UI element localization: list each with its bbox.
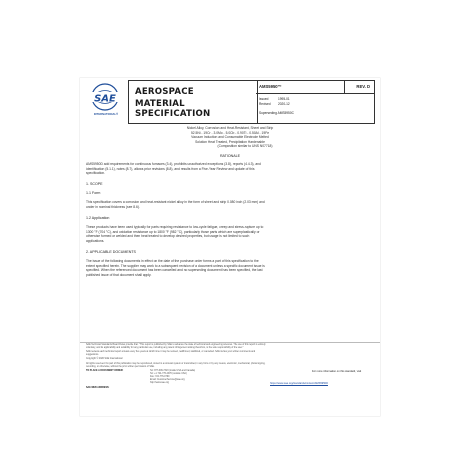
application-text: 1300 °F (704 °C), and oxidation resistance up to 1800 °F (982 °C), particularly those parts which are superplastically or bbox=[86, 229, 260, 234]
section-form: 1.1 Form bbox=[86, 191, 101, 195]
section-scope: 1. SCOPE bbox=[86, 182, 103, 186]
issued-value: 1995-01 bbox=[278, 97, 290, 101]
doc-title-line1: AEROSPACE bbox=[135, 87, 194, 97]
footer-text: suggestions. bbox=[86, 354, 99, 356]
footer-text: All rights reserved. No part of this publication may be reproduced, stored in a retrieval system or transmitted, in any form or by any means, electronic, mechanical, photocopying, bbox=[86, 363, 266, 365]
subject-line: Solution Heat Treated, Precipitation Hardenable bbox=[195, 139, 265, 144]
application-text: otherwise formed or welded and then heat treated to develop desired properties, but usage is not limited to such bbox=[86, 234, 250, 238]
footer-text: recording, or otherwise, without the prior written permission of SAE. bbox=[86, 366, 155, 368]
revised-value: 2020-12 bbox=[278, 102, 290, 106]
contact-line: Tel: +1 724-776-4970 (outside USA) bbox=[150, 373, 187, 375]
rationale-text: identification (5.1.1), notes (8.7), allows prior revisions (8.8), and results from a Five-Year Review and update of this bbox=[86, 166, 255, 171]
form-text: This specification covers a corrosion and heat-resistant nickel alloy in the form of sheet and strip 0.080 inch (2.03 mm) and bbox=[86, 200, 265, 204]
footer-text: SAE reviews each technical report at least every five years at which time it may be revised, reaffirmed, stabilized, or cancelled. SAE invites your written comments and bbox=[86, 351, 256, 353]
document-page bbox=[80, 78, 380, 416]
logo-mark: SAE bbox=[94, 93, 116, 105]
subject-line: Nickel Alloy, Corrosion and Heat-Resistant, Sheet and Strip bbox=[186, 126, 274, 130]
applicable-text: published issue of that document shall apply. bbox=[86, 272, 152, 277]
contact-line: Tel: 877-606-7323 (inside USA and Canada) bbox=[150, 370, 196, 372]
title-box bbox=[128, 80, 258, 124]
superseding: Superseding AMS5950C bbox=[259, 111, 294, 115]
sae-logo-icon bbox=[86, 82, 124, 116]
footer-text: voluntary, and its applicability and suitability for any particular use, including any patent infringement arising therefrom, is the sole responsibility of the user." bbox=[86, 347, 244, 349]
doc-number: AMS5950™ bbox=[259, 84, 282, 89]
contact-line: Fax: 724-776-0790 bbox=[150, 376, 170, 378]
footer-rule bbox=[80, 342, 380, 343]
rationale-heading: RATIONALE bbox=[219, 154, 241, 158]
footer-text: SAE Technical Standards Board Rules provide that: "This report is published by SAE to advance the state of technical and engineering sciences. The use of this report is entirely bbox=[86, 344, 266, 346]
logo-subtitle: INTERNATIONAL® bbox=[93, 113, 119, 116]
feedback-text: For more information on this standard, visit bbox=[312, 370, 362, 373]
meta-divider bbox=[344, 81, 345, 93]
application-text: These products have been used typically for parts requiring resistance to low-cycle fatigue, creep and stress-rupture up to bbox=[86, 225, 264, 229]
rationale-text: AMS5950D add requirements for continuous furnaces (3.4), prohibits unauthorized exceptions (3.8), reports (4.4.3), and bbox=[86, 162, 261, 166]
order-label: TO PLACE A DOCUMENT ORDER: bbox=[86, 370, 124, 372]
web-label: SAE WEB ADDRESS: bbox=[86, 387, 110, 389]
issued-label: Issued bbox=[259, 97, 269, 101]
section-applicable-documents: 2. APPLICABLE DOCUMENTS bbox=[86, 250, 136, 254]
section-application: 1.2 Application bbox=[86, 216, 110, 220]
subject-line: 52.5Ni - 19Cr - 3.0Mo - 5.0Cb - 0.90Ti - 0.50Al - 19Fe bbox=[190, 130, 270, 135]
subject-line: (Composition similar to UNS N07718) bbox=[217, 144, 273, 148]
document-header bbox=[80, 78, 380, 126]
standard-link[interactable]: https://www.sae.org/standards/content/AMS5950D bbox=[270, 382, 328, 385]
applicable-text: extent specified herein. The supplier may work to a subsequent revision of a document unless a specific document issue is bbox=[86, 263, 265, 268]
contact-line: http://www.sae.org bbox=[150, 382, 169, 384]
form-text: under in nominal thickness (see 8.6). bbox=[86, 204, 140, 209]
meta-rule bbox=[256, 93, 374, 94]
rationale-text: specification. bbox=[86, 171, 106, 175]
applicable-text: specified. When the referenced document has been cancelled and no superseding document has been specified, the last bbox=[86, 268, 263, 272]
subject-line: Vacuum Induction and Consumable Electrode Melted bbox=[191, 135, 269, 139]
footer-text: Copyright © 2020 SAE International bbox=[86, 358, 123, 360]
document-metadata bbox=[256, 80, 375, 124]
revised-label: Revised bbox=[259, 102, 271, 106]
application-text: applications. bbox=[86, 238, 105, 243]
doc-title-line2: MATERIAL SPECIFICATION bbox=[135, 99, 211, 119]
revision: REV. D bbox=[356, 84, 370, 89]
contact-line: Email: CustomerService@sae.org bbox=[150, 379, 185, 381]
applicable-text: The issue of the following documents in effect on the date of the purchase order forms a part of this specification to the bbox=[86, 259, 259, 263]
